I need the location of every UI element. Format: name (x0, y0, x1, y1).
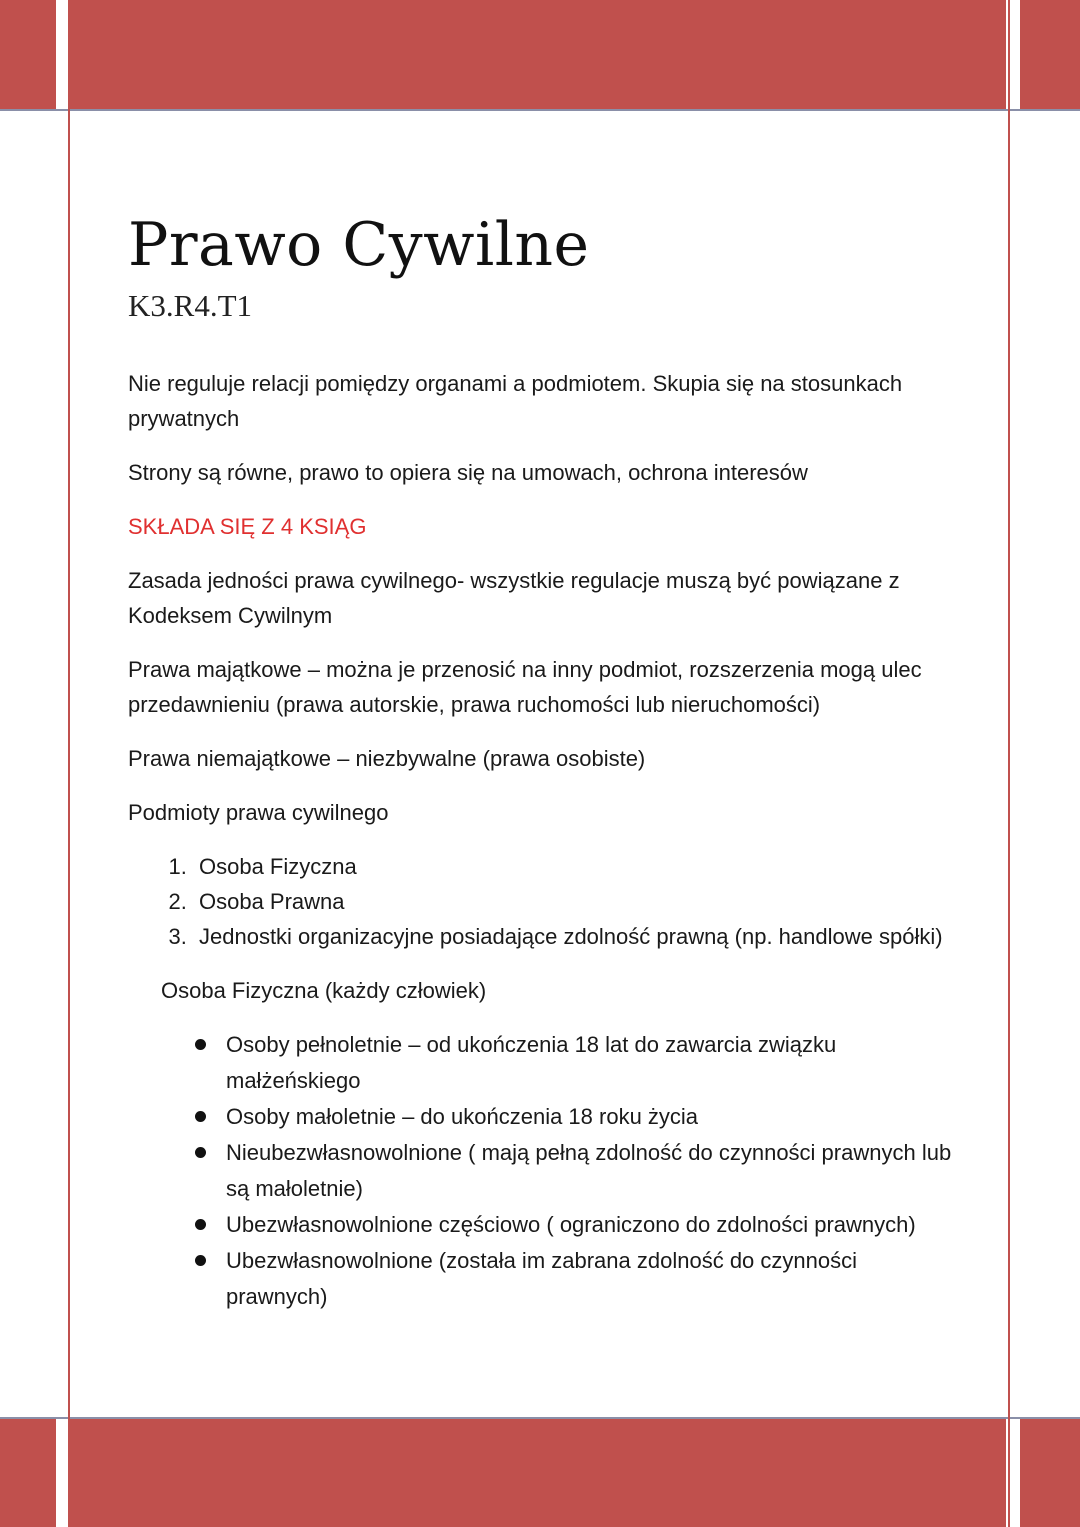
natural-person-list (128, 1027, 958, 1315)
paragraph-parties: Strony są równe, prawo to opiera się na umowach, ochrona interesów (128, 460, 808, 485)
frame-line-left (68, 0, 70, 1527)
frame-line-right (1008, 0, 1010, 1527)
list-item: Nieubezwłasnowolnione ( mają pełną zdolność do czynności prawnych lub są małoletnie) (226, 1135, 958, 1207)
list-item: 3. Jednostki organizacyjne posiadające zdolność prawną (np. handlowe spółki) (193, 919, 958, 954)
paragraph-non-property-rights: Prawa niemajątkowe – niezbywalne (prawa osobiste) (128, 746, 646, 771)
natural-person-heading: Osoba Fizyczna (każdy człowiek) (161, 978, 487, 1003)
frame-band-bottom-right (1020, 1418, 1080, 1527)
bullet-icon (195, 1255, 206, 1266)
subjects-list (128, 849, 958, 954)
list-item: Ubezwłasnowolnione częściowo ( ograniczono do zdolności prawnych) (226, 1207, 958, 1243)
paragraph-subjects-heading: Podmioty prawa cywilnego (128, 800, 389, 825)
frame-band-top-left (0, 0, 56, 110)
document-body (128, 200, 958, 1315)
list-item: Osoby pełnoletnie – od ukończenia 18 lat do zawarcia związku małżeńskiego (226, 1027, 958, 1099)
bullet-icon (195, 1111, 206, 1122)
bullet-icon (195, 1219, 206, 1230)
page-title: Prawo Cywilne (128, 210, 590, 280)
frame-band-bottom-edge (0, 1417, 1080, 1419)
bullet-icon (195, 1147, 206, 1158)
document-code: K3.R4.T1 (128, 288, 252, 323)
paragraph-unity-principle: Zasada jedności prawa cywilnego- wszystkie regulacje muszą być powiązane z Kodeksem Cywilnym (128, 568, 900, 628)
paragraph-scope: Nie reguluje relacji pomiędzy organami a podmiotem. Skupia się na stosunkach prywatnych (128, 371, 903, 431)
list-item: 1. Osoba Fizyczna (193, 849, 958, 884)
list-item: 2. Osoba Prawna (193, 884, 958, 919)
frame-band-bottom-left (0, 1418, 56, 1527)
list-item: Ubezwłasnowolnione (została im zabrana zdolność do czynności prawnych) (226, 1243, 958, 1315)
paragraph-books-highlight: SKŁADA SIĘ Z 4 KSIĄG (128, 514, 367, 539)
frame-band-bottom (70, 1418, 1006, 1527)
frame-band-top-edge (0, 109, 1080, 111)
bullet-icon (195, 1039, 206, 1050)
list-item: Osoby małoletnie – do ukończenia 18 roku życia (226, 1099, 958, 1135)
paragraph-property-rights: Prawa majątkowe – można je przenosić na inny podmiot, rozszerzenia mogą ulec przedawnieniu (prawa autorskie, prawa ruchomości lub nieruchomości) (128, 657, 922, 717)
frame-band-top (70, 0, 1006, 110)
frame-band-top-right (1020, 0, 1080, 110)
